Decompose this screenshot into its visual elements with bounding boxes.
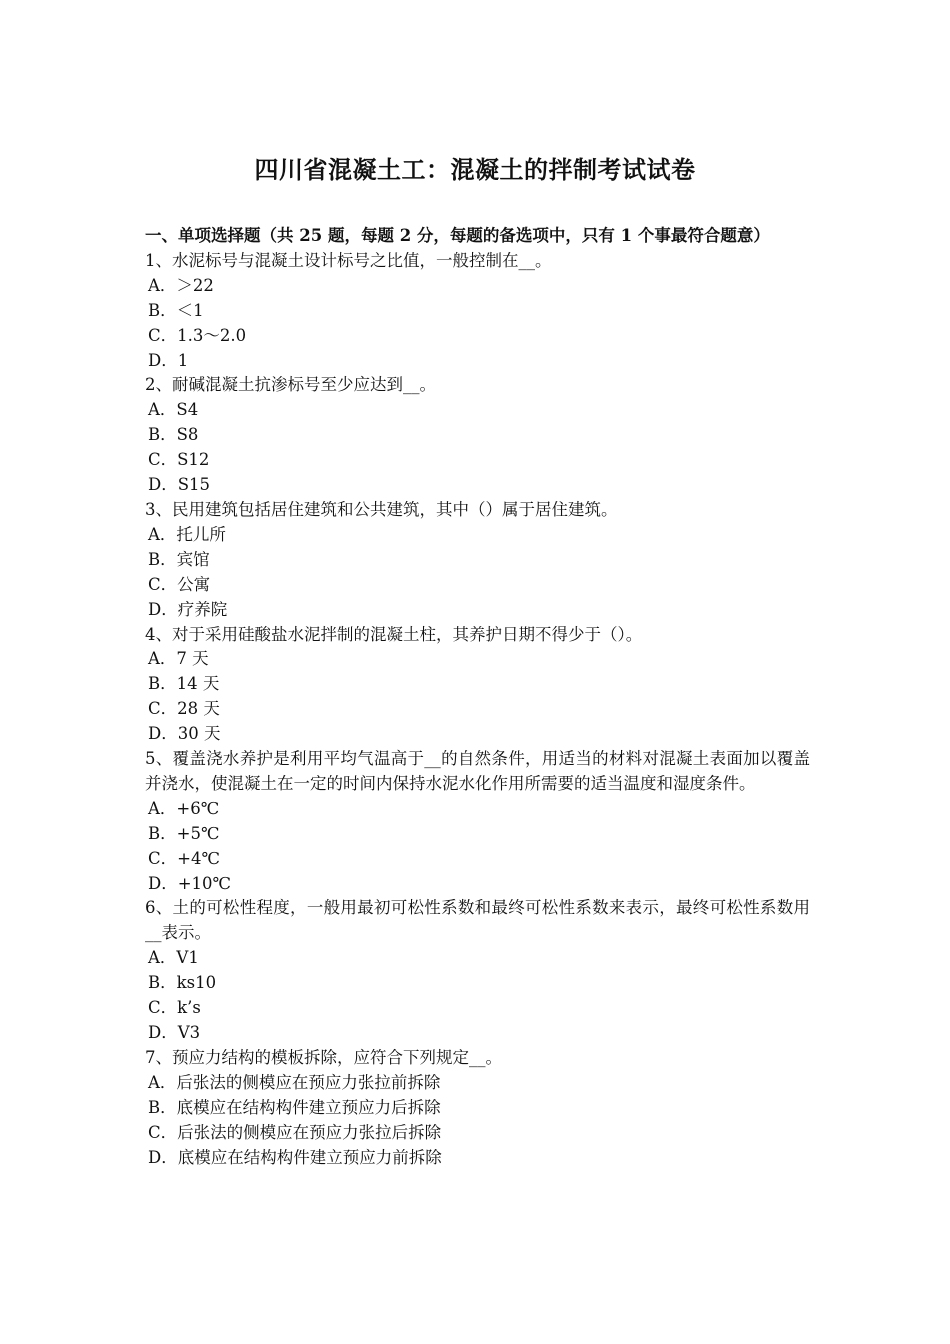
question-2 bbox=[145, 373, 810, 498]
option-d: D．底模应在结构构件建立预应力前拆除 bbox=[148, 1147, 442, 1167]
option-d: D．S15 bbox=[148, 475, 211, 495]
question-1 bbox=[145, 249, 810, 374]
exam-content bbox=[145, 224, 810, 1170]
option-a: A．7 天 bbox=[148, 649, 209, 669]
option-d: D．+10℃ bbox=[148, 873, 232, 893]
question-stem: 6、土的可松性程度，一般用最初可松性系数和最终可松性系数来表示，最终可松性系数用__表示。 bbox=[145, 898, 810, 943]
option-d: D．30 天 bbox=[148, 724, 221, 744]
question-4 bbox=[145, 623, 810, 748]
option-a: A．+6℃ bbox=[148, 798, 220, 818]
question-stem: 3、民用建筑包括居住建筑和公共建筑，其中（）属于居住建筑。 bbox=[145, 499, 618, 519]
question-stem: 4、对于采用硅酸盐水泥拌制的混凝土柱，其养护日期不得少于（）。 bbox=[145, 624, 643, 644]
option-c: C．28 天 bbox=[148, 699, 220, 719]
option-b: B．ks10 bbox=[148, 973, 217, 993]
option-c: C．k’s bbox=[148, 998, 201, 1018]
option-a: A．后张法的侧模应在预应力张拉前拆除 bbox=[148, 1072, 441, 1092]
question-7 bbox=[145, 1046, 810, 1171]
option-a: A．S4 bbox=[148, 400, 199, 420]
question-6 bbox=[145, 896, 810, 1045]
page-title: 四川省混凝土工：混凝土的拌制考试试卷 bbox=[254, 155, 696, 184]
option-b: B．+5℃ bbox=[148, 823, 220, 843]
option-a: A．托儿所 bbox=[148, 524, 226, 544]
option-c: C．公寓 bbox=[148, 574, 211, 594]
option-b: B．14 天 bbox=[148, 674, 220, 694]
question-stem: 7、预应力结构的模板拆除，应符合下列规定__。 bbox=[145, 1047, 502, 1067]
option-c: C．+4℃ bbox=[148, 848, 220, 868]
option-b: B．宾馆 bbox=[148, 549, 210, 569]
option-d: D．疗养院 bbox=[148, 599, 228, 619]
question-stem: 2、耐碱混凝土抗渗标号至少应达到__。 bbox=[145, 375, 436, 395]
option-b: B．底模应在结构构件建立预应力后拆除 bbox=[148, 1097, 441, 1117]
option-d: D．1 bbox=[148, 350, 189, 370]
option-c: C．后张法的侧模应在预应力张拉后拆除 bbox=[148, 1122, 442, 1142]
option-b: B．S8 bbox=[148, 425, 199, 445]
question-stem: 1、水泥标号与混凝土设计标号之比值，一般控制在__。 bbox=[145, 250, 552, 270]
question-5 bbox=[145, 747, 810, 896]
question-stem: 5、覆盖浇水养护是利用平均气温高于__的自然条件，用适当的材料对混凝土表面加以覆盖并浇水，使混凝土在一定的时间内保持水泥水化作用所需要的适当温度和湿度条件。 bbox=[145, 749, 810, 793]
option-a: A．V1 bbox=[148, 948, 199, 968]
question-3 bbox=[145, 498, 810, 623]
option-c: C．1.3～2.0 bbox=[148, 325, 247, 345]
option-d: D．V3 bbox=[148, 1023, 201, 1042]
section-heading: 一、单项选择题（共 25 题，每题 2 分，每题的备选项中，只有 1 个事最符合题意） bbox=[145, 226, 770, 245]
option-a: A．＞22 bbox=[148, 275, 214, 295]
option-c: C．S12 bbox=[148, 450, 210, 470]
option-b: B．＜1 bbox=[148, 300, 204, 320]
